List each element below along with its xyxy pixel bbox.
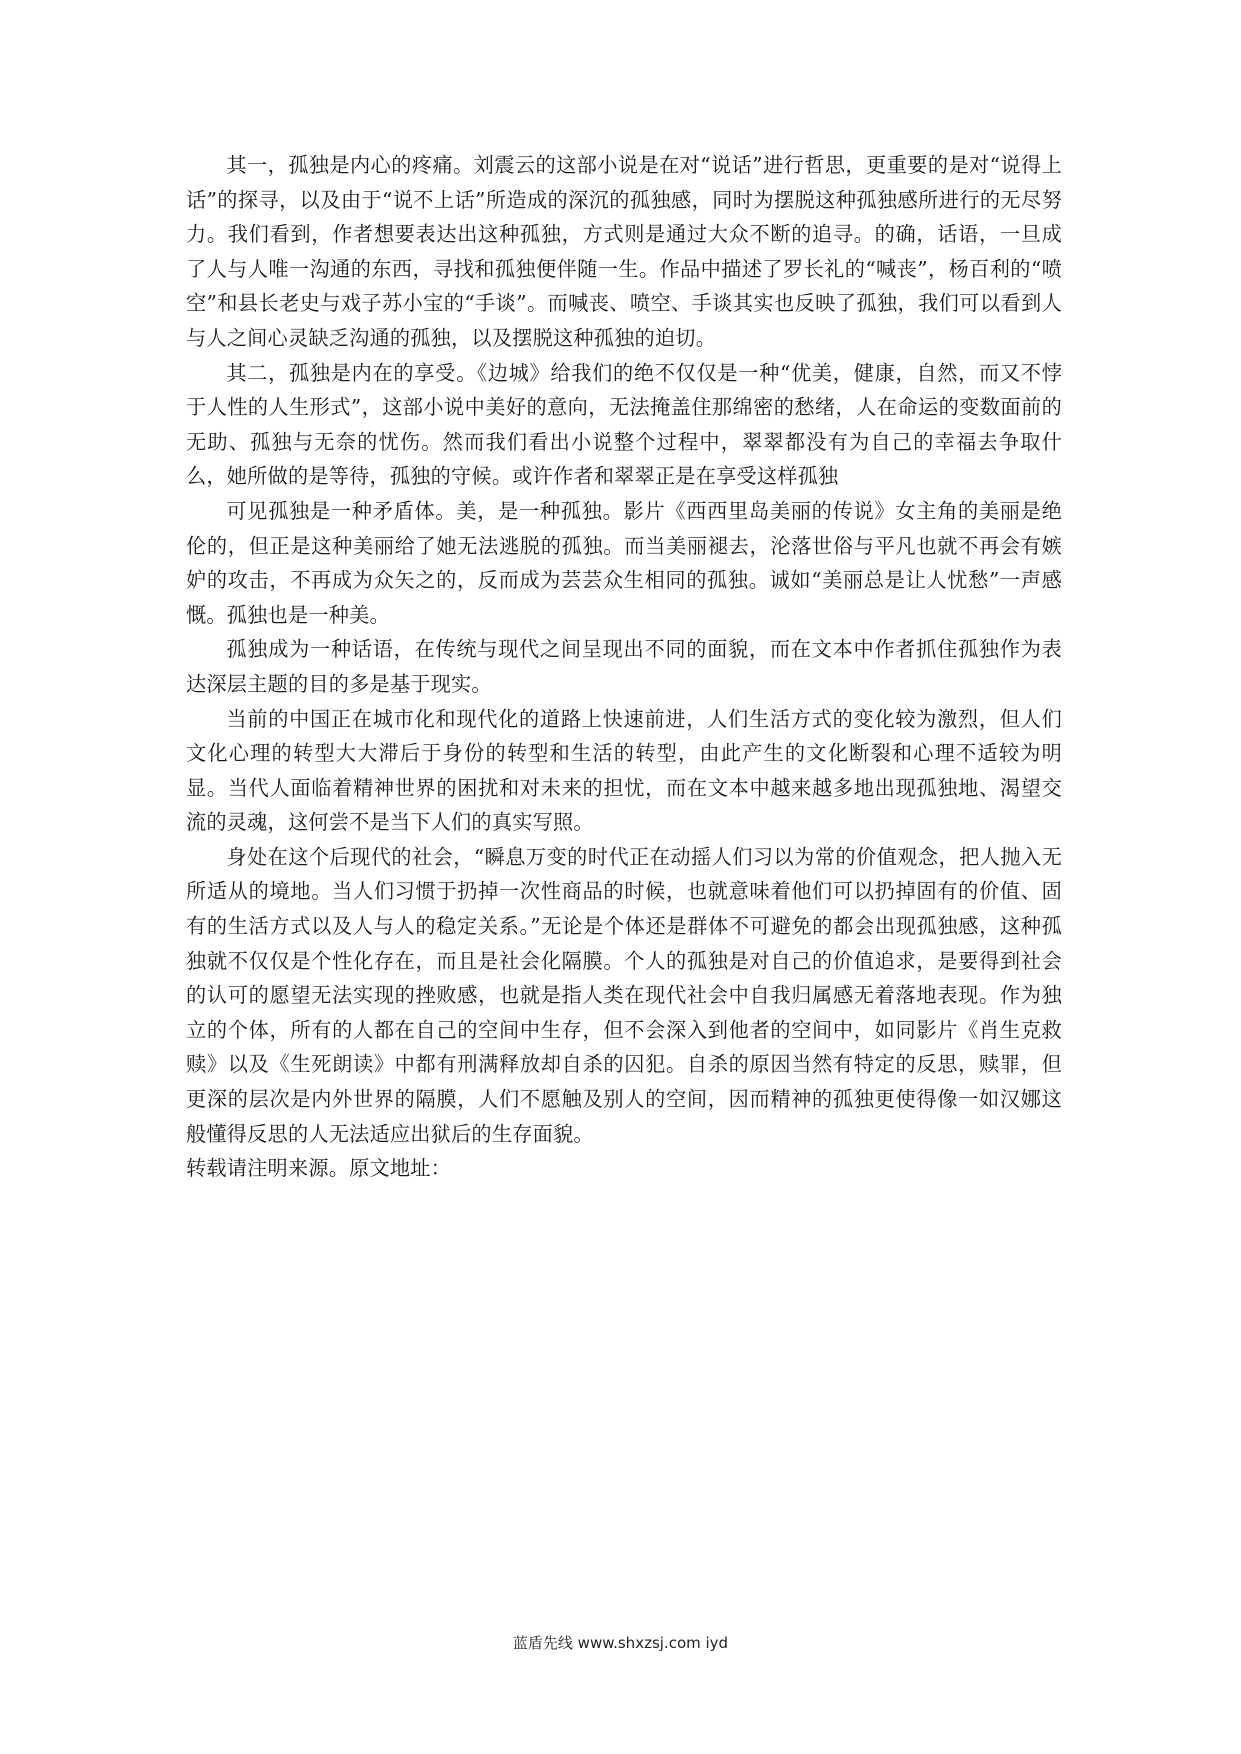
document-body xyxy=(186,148,1062,1186)
paragraph-3: 可见孤独是一种矛盾体。美，是一种孤独。影片《西西里岛美丽的传说》女主角的美丽是绝伦的，但正是这种美丽给了她无法逃脱的孤独。而当美丽褪去，沦落世俗与平凡也就不再会有嫉妒的攻击，不再成为众矢之的，反而成为芸芸众生相同的孤独。诚如“美丽总是让人忧愁”一声感慨。孤独也是一种美。 xyxy=(186,498,1062,627)
paragraph-5: 当前的中国正在城市化和现代化的道路上快速前进，人们生活方式的变化较为激烈，但人们文化心理的转型大大滞后于身份的转型和生活的转型，由此产生的文化断裂和心理不适较为明显。当代人面临着精神世界的困扰和对未来的担忧，而在文本中越来越多地出现孤独地、渴望交流的灵魂，这何尝不是当下人们的真实写照。 xyxy=(186,706,1062,835)
paragraph-4: 孤独成为一种话语，在传统与现代之间呈现出不同的面貌，而在文本中作者抓住孤独作为表达深层主题的目的多是基于现实。 xyxy=(186,637,1062,696)
page-footer: 蓝盾先线 www.shxzsj.com iyd xyxy=(512,1634,729,1652)
paragraph-6: 身处在这个后现代的社会，“瞬息万变的时代正在动摇人们习以为常的价值观念，把人抛入无所适从的境地。当人们习惯于扔掉一次性商品的时候，也就意味着他们可以扔掉固有的价值、固有的生活方式以及人与人的稳定关系。”无论是个体还是群体不可避免的都会出现孤独感，这种孤独就不仅仅是个性化存在，而且是社会化隔膜。个人的孤独是对自己的价值追求，是要得到社会的认可的愿望无法实现的挫败感，也就是指人类在现代社会中自我归属感无着落地表现。作为独立的个体，所有的人都在自己的空间中生存，但不会深入到他者的空间中，如同影片《肖生克救赎》以及《生死朗读》中都有刑满释放却自杀的囚犯。自杀的原因当然有特定的反思，赎罪，但更深的层次是内外世界的隔膜，人们不愿触及别人的空间，因而精神的孤独更使得像一如汉娜这般懂得反思的人无法适应出狱后的生存面貌。 xyxy=(186,844,1062,1146)
paragraph-1: 其一，孤独是内心的疼痛。刘震云的这部小说是在对“说话”进行哲思，更重要的是对“说得上话”的探寻，以及由于“说不上话”所造成的深沉的孤独感，同时为摆脱这种孤独感所进行的无尽努力。我们看到，作者想要表达出这种孤独，方式则是通过大众不断的追寻。的确，话语，一旦成了人与人唯一沟通的东西，寻找和孤独便伴随一生。作品中描述了罗长礼的“喊丧”，杨百利的“喷空”和县长老史与戏子苏小宝的“手谈”。而喊丧、喷空、手谈其实也反映了孤独，我们可以看到人与人之间心灵缺乏沟通的孤独，以及摆脱这种孤独的迫切。 xyxy=(186,153,1062,350)
source-note: 转载请注明来源。原文地址： xyxy=(186,1156,452,1181)
paragraph-2: 其二，孤独是内在的享受。《边城》给我们的绝不仅仅是一种“优美，健康，自然，而又不悖于人性的人生形式”，这部小说中美好的意向，无法掩盖住那绵密的愁绪，人在命运的变数面前的无助、孤独与无奈的忧伤。然而我们看出小说整个过程中，翠翠都没有为自己的幸福去争取什么，她所做的是等待，孤独的守候。或许作者和翠翠正是在享受这样孤独 xyxy=(186,360,1062,489)
